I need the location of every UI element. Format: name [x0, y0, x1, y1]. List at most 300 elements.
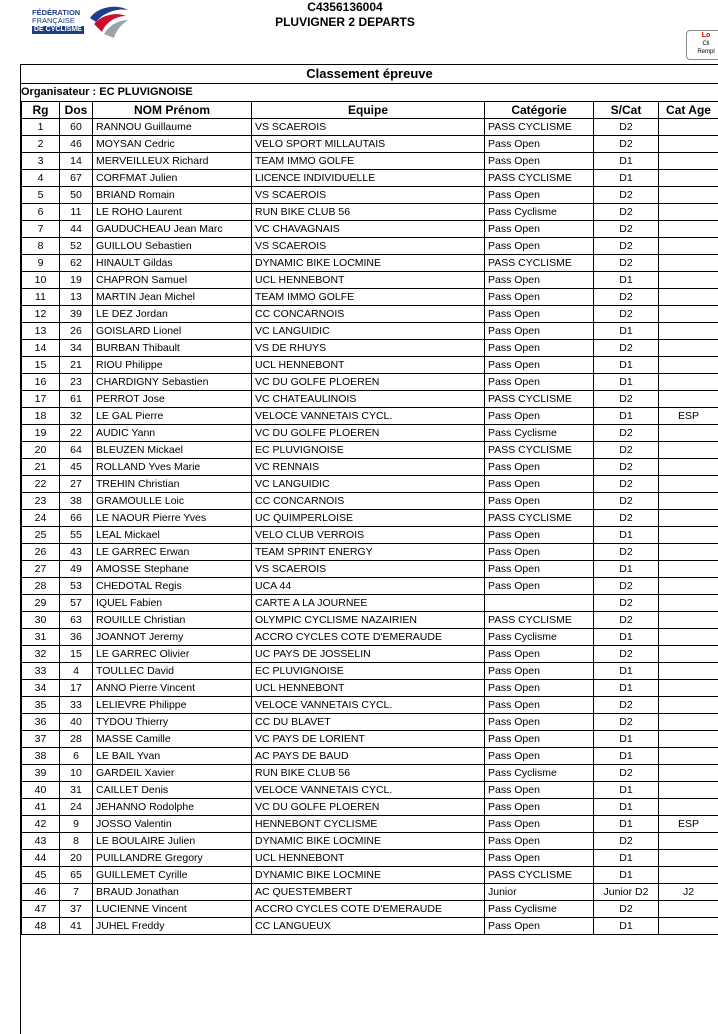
- bib-cell: 14: [60, 153, 93, 170]
- rank-cell: 35: [22, 697, 60, 714]
- category-cell: Pass Open: [485, 493, 594, 510]
- age-category-cell: [659, 544, 718, 561]
- name-cell: MERVEILLEUX Richard: [93, 153, 252, 170]
- rank-cell: 4: [22, 170, 60, 187]
- subcategory-cell: D2: [594, 595, 659, 612]
- age-category-cell: [659, 697, 718, 714]
- category-cell: Pass Open: [485, 323, 594, 340]
- category-cell: Pass Open: [485, 357, 594, 374]
- rank-cell: 1: [22, 119, 60, 136]
- subcategory-cell: D1: [594, 561, 659, 578]
- category-cell: Pass Open: [485, 833, 594, 850]
- bib-cell: 40: [60, 714, 93, 731]
- bib-cell: 52: [60, 238, 93, 255]
- age-category-cell: [659, 527, 718, 544]
- team-cell: DYNAMIC BIKE LOCMINE: [252, 833, 485, 850]
- category-cell: Pass Open: [485, 544, 594, 561]
- category-cell: Pass Open: [485, 578, 594, 595]
- team-cell: VS SCAEROIS: [252, 187, 485, 204]
- age-category-cell: [659, 765, 718, 782]
- table-row: [22, 493, 718, 510]
- subcategory-cell: D2: [594, 187, 659, 204]
- subcategory-cell: Junior D2: [594, 884, 659, 901]
- rank-cell: 48: [22, 918, 60, 935]
- age-category-cell: [659, 595, 718, 612]
- rank-cell: 20: [22, 442, 60, 459]
- rank-cell: 30: [22, 612, 60, 629]
- bib-cell: 31: [60, 782, 93, 799]
- bib-cell: 65: [60, 867, 93, 884]
- age-category-cell: [659, 663, 718, 680]
- bib-cell: 36: [60, 629, 93, 646]
- team-cell: UC PAYS DE JOSSELIN: [252, 646, 485, 663]
- category-cell: Pass Open: [485, 272, 594, 289]
- age-category-cell: [659, 391, 718, 408]
- subcategory-cell: D1: [594, 357, 659, 374]
- category-cell: Pass Open: [485, 187, 594, 204]
- rank-cell: 12: [22, 306, 60, 323]
- table-row: [22, 867, 718, 884]
- rank-cell: 21: [22, 459, 60, 476]
- table-row: [22, 731, 718, 748]
- category-cell: PASS CYCLISME: [485, 612, 594, 629]
- age-category-cell: [659, 459, 718, 476]
- table-row: [22, 136, 718, 153]
- subcategory-cell: D2: [594, 306, 659, 323]
- table-row: [22, 221, 718, 238]
- rank-cell: 28: [22, 578, 60, 595]
- name-cell: ROLLAND Yves Marie: [93, 459, 252, 476]
- team-cell: VC PAYS DE LORIENT: [252, 731, 485, 748]
- table-row: [22, 646, 718, 663]
- bib-cell: 49: [60, 561, 93, 578]
- subcategory-cell: D1: [594, 748, 659, 765]
- age-category-cell: [659, 204, 718, 221]
- rank-cell: 10: [22, 272, 60, 289]
- bib-cell: 7: [60, 884, 93, 901]
- team-cell: CARTE A LA JOURNEE: [252, 595, 485, 612]
- team-cell: EC PLUVIGNOISE: [252, 663, 485, 680]
- section-title: Classement épreuve: [20, 64, 718, 84]
- age-category-cell: [659, 340, 718, 357]
- age-category-cell: [659, 187, 718, 204]
- subcategory-cell: D2: [594, 510, 659, 527]
- subcategory-cell: D1: [594, 731, 659, 748]
- name-cell: LE GARREC Erwan: [93, 544, 252, 561]
- name-cell: AMOSSE Stephane: [93, 561, 252, 578]
- rank-cell: 47: [22, 901, 60, 918]
- subcategory-cell: D1: [594, 153, 659, 170]
- team-cell: OLYMPIC CYCLISME NAZAIRIEN: [252, 612, 485, 629]
- name-cell: BRIAND Romain: [93, 187, 252, 204]
- subcategory-cell: D2: [594, 476, 659, 493]
- age-category-cell: [659, 357, 718, 374]
- name-cell: JEHANNO Rodolphe: [93, 799, 252, 816]
- category-cell: PASS CYCLISME: [485, 255, 594, 272]
- team-cell: VC DU GOLFE PLOEREN: [252, 799, 485, 816]
- subcategory-cell: D2: [594, 136, 659, 153]
- table-row: [22, 476, 718, 493]
- corner-stamp-line-2: Cli: [702, 41, 710, 47]
- subcategory-cell: D2: [594, 833, 659, 850]
- subcategory-cell: D2: [594, 646, 659, 663]
- bib-cell: 26: [60, 323, 93, 340]
- team-cell: VS SCAEROIS: [252, 119, 485, 136]
- name-cell: JOANNOT Jeremy: [93, 629, 252, 646]
- col-age-category-header: Cat Age: [659, 102, 718, 119]
- race-code: C4356136004: [307, 0, 383, 14]
- age-category-cell: [659, 153, 718, 170]
- team-cell: VS SCAEROIS: [252, 561, 485, 578]
- age-category-cell: [659, 374, 718, 391]
- rank-cell: 40: [22, 782, 60, 799]
- team-cell: VC CHAVAGNAIS: [252, 221, 485, 238]
- table-row: [22, 561, 718, 578]
- rank-cell: 44: [22, 850, 60, 867]
- logo-line-3: DE CYCLISME: [34, 26, 82, 33]
- age-category-cell: [659, 170, 718, 187]
- team-cell: VELO CLUB VERROIS: [252, 527, 485, 544]
- subcategory-cell: D1: [594, 867, 659, 884]
- age-category-cell: J2: [659, 884, 718, 901]
- bib-cell: 24: [60, 799, 93, 816]
- subcategory-cell: D2: [594, 442, 659, 459]
- team-cell: ACCRO CYCLES COTE D'EMERAUDE: [252, 629, 485, 646]
- table-row: [22, 272, 718, 289]
- category-cell: Pass Cyclisme: [485, 629, 594, 646]
- team-cell: CC LANGUEUX: [252, 918, 485, 935]
- category-cell: Pass Open: [485, 697, 594, 714]
- bib-cell: 10: [60, 765, 93, 782]
- col-subcategory-header: S/Cat: [594, 102, 659, 119]
- table-row: [22, 901, 718, 918]
- bib-cell: 22: [60, 425, 93, 442]
- age-category-cell: [659, 442, 718, 459]
- table-row: [22, 442, 718, 459]
- team-cell: VC LANGUIDIC: [252, 323, 485, 340]
- name-cell: CAILLET Denis: [93, 782, 252, 799]
- subcategory-cell: D2: [594, 289, 659, 306]
- category-cell: Pass Open: [485, 850, 594, 867]
- table-row: [22, 918, 718, 935]
- category-cell: Pass Open: [485, 136, 594, 153]
- age-category-cell: [659, 425, 718, 442]
- table-row: [22, 459, 718, 476]
- team-cell: AC PAYS DE BAUD: [252, 748, 485, 765]
- team-cell: VC DU GOLFE PLOEREN: [252, 425, 485, 442]
- rank-cell: 8: [22, 238, 60, 255]
- rank-cell: 36: [22, 714, 60, 731]
- team-cell: CC CONCARNOIS: [252, 306, 485, 323]
- age-category-cell: [659, 289, 718, 306]
- category-cell: PASS CYCLISME: [485, 391, 594, 408]
- rank-cell: 45: [22, 867, 60, 884]
- rank-cell: 7: [22, 221, 60, 238]
- category-cell: Pass Cyclisme: [485, 204, 594, 221]
- name-cell: GRAMOULLE Loic: [93, 493, 252, 510]
- rank-cell: 33: [22, 663, 60, 680]
- subcategory-cell: D1: [594, 680, 659, 697]
- col-name-header: NOM Prénom: [93, 102, 252, 119]
- team-cell: HENNEBONT CYCLISME: [252, 816, 485, 833]
- name-cell: LELIEVRE Philippe: [93, 697, 252, 714]
- bib-cell: 19: [60, 272, 93, 289]
- category-cell: Pass Open: [485, 663, 594, 680]
- subcategory-cell: D2: [594, 238, 659, 255]
- name-cell: TYDOU Thierry: [93, 714, 252, 731]
- name-cell: ANNO Pierre Vincent: [93, 680, 252, 697]
- results-table: [21, 101, 718, 935]
- age-category-cell: [659, 782, 718, 799]
- rank-cell: 2: [22, 136, 60, 153]
- name-cell: RANNOU Guillaume: [93, 119, 252, 136]
- rank-cell: 5: [22, 187, 60, 204]
- team-cell: LICENCE INDIVIDUELLE: [252, 170, 485, 187]
- subcategory-cell: D2: [594, 765, 659, 782]
- col-team-header: Equipe: [252, 102, 485, 119]
- team-cell: VC CHATEAULINOIS: [252, 391, 485, 408]
- rank-cell: 26: [22, 544, 60, 561]
- bib-cell: 41: [60, 918, 93, 935]
- corner-stamp-line-1: Lo: [701, 32, 711, 39]
- subcategory-cell: D2: [594, 255, 659, 272]
- table-row: [22, 323, 718, 340]
- team-cell: UCL HENNEBONT: [252, 680, 485, 697]
- subcategory-cell: D2: [594, 578, 659, 595]
- category-cell: Pass Open: [485, 731, 594, 748]
- category-cell: Pass Open: [485, 680, 594, 697]
- col-bib-header: Dos: [60, 102, 93, 119]
- category-cell: PASS CYCLISME: [485, 867, 594, 884]
- subcategory-cell: D1: [594, 272, 659, 289]
- category-cell: Pass Open: [485, 816, 594, 833]
- category-cell: Pass Open: [485, 238, 594, 255]
- bib-cell: 27: [60, 476, 93, 493]
- team-cell: VS SCAEROIS: [252, 238, 485, 255]
- category-cell: Pass Open: [485, 408, 594, 425]
- subcategory-cell: D2: [594, 714, 659, 731]
- bib-cell: 38: [60, 493, 93, 510]
- name-cell: GUILLOU Sebastien: [93, 238, 252, 255]
- age-category-cell: [659, 799, 718, 816]
- rank-cell: 42: [22, 816, 60, 833]
- bib-cell: 63: [60, 612, 93, 629]
- category-cell: PASS CYCLISME: [485, 510, 594, 527]
- table-row: [22, 816, 718, 833]
- rank-cell: 37: [22, 731, 60, 748]
- table-row: [22, 425, 718, 442]
- subcategory-cell: D2: [594, 204, 659, 221]
- age-category-cell: [659, 255, 718, 272]
- subcategory-cell: D1: [594, 850, 659, 867]
- bib-cell: 50: [60, 187, 93, 204]
- category-cell: Pass Open: [485, 374, 594, 391]
- name-cell: AUDIC Yann: [93, 425, 252, 442]
- category-cell: PASS CYCLISME: [485, 170, 594, 187]
- bib-cell: 39: [60, 306, 93, 323]
- table-row: [22, 595, 718, 612]
- team-cell: VS DE RHUYS: [252, 340, 485, 357]
- name-cell: JUHEL Freddy: [93, 918, 252, 935]
- table-row: [22, 306, 718, 323]
- team-cell: UC QUIMPERLOISE: [252, 510, 485, 527]
- category-cell: Pass Cyclisme: [485, 901, 594, 918]
- team-cell: UCL HENNEBONT: [252, 272, 485, 289]
- name-cell: PUILLANDRE Gregory: [93, 850, 252, 867]
- bib-cell: 17: [60, 680, 93, 697]
- table-row: [22, 782, 718, 799]
- team-cell: VC DU GOLFE PLOEREN: [252, 374, 485, 391]
- table-row: [22, 255, 718, 272]
- table-row: [22, 544, 718, 561]
- category-cell: [485, 595, 594, 612]
- rank-cell: 31: [22, 629, 60, 646]
- rank-cell: 38: [22, 748, 60, 765]
- name-cell: TREHIN Christian: [93, 476, 252, 493]
- race-title: PLUVIGNER 2 DEPARTS: [275, 15, 415, 29]
- table-row: [22, 170, 718, 187]
- rank-cell: 23: [22, 493, 60, 510]
- bib-cell: 66: [60, 510, 93, 527]
- table-row: [22, 697, 718, 714]
- bib-cell: 67: [60, 170, 93, 187]
- category-cell: Pass Open: [485, 646, 594, 663]
- name-cell: PERROT Jose: [93, 391, 252, 408]
- table-row: [22, 799, 718, 816]
- category-cell: Pass Open: [485, 153, 594, 170]
- subcategory-cell: D1: [594, 816, 659, 833]
- subcategory-cell: D1: [594, 374, 659, 391]
- ffc-logo: [30, 2, 130, 40]
- team-cell: ACCRO CYCLES COTE D'EMERAUDE: [252, 901, 485, 918]
- table-row: [22, 408, 718, 425]
- subcategory-cell: D1: [594, 629, 659, 646]
- table-row: [22, 612, 718, 629]
- rank-cell: 34: [22, 680, 60, 697]
- subcategory-cell: D1: [594, 323, 659, 340]
- age-category-cell: [659, 833, 718, 850]
- bib-cell: 21: [60, 357, 93, 374]
- rank-cell: 18: [22, 408, 60, 425]
- rank-cell: 43: [22, 833, 60, 850]
- subcategory-cell: D1: [594, 408, 659, 425]
- age-category-cell: [659, 578, 718, 595]
- table-row: [22, 527, 718, 544]
- table-row: [22, 187, 718, 204]
- bib-cell: 9: [60, 816, 93, 833]
- age-category-cell: [659, 306, 718, 323]
- bib-cell: 6: [60, 748, 93, 765]
- subcategory-cell: D2: [594, 612, 659, 629]
- name-cell: LE BAIL Yvan: [93, 748, 252, 765]
- name-cell: BLEUZEN Mickael: [93, 442, 252, 459]
- name-cell: LE ROHO Laurent: [93, 204, 252, 221]
- team-cell: TEAM IMMO GOLFE: [252, 289, 485, 306]
- bib-cell: 28: [60, 731, 93, 748]
- team-cell: VELOCE VANNETAIS CYCL.: [252, 782, 485, 799]
- rank-cell: 13: [22, 323, 60, 340]
- team-cell: VC LANGUIDIC: [252, 476, 485, 493]
- bib-cell: 45: [60, 459, 93, 476]
- name-cell: LE DEZ Jordan: [93, 306, 252, 323]
- name-cell: GOISLARD Lionel: [93, 323, 252, 340]
- name-cell: LUCIENNE Vincent: [93, 901, 252, 918]
- age-category-cell: [659, 612, 718, 629]
- age-category-cell: [659, 850, 718, 867]
- table-row: [22, 289, 718, 306]
- bib-cell: 13: [60, 289, 93, 306]
- name-cell: CORFMAT Julien: [93, 170, 252, 187]
- subcategory-cell: D2: [594, 493, 659, 510]
- subcategory-cell: D2: [594, 119, 659, 136]
- table-row: [22, 714, 718, 731]
- category-cell: Pass Open: [485, 918, 594, 935]
- table-row: [22, 833, 718, 850]
- team-cell: VELOCE VANNETAIS CYCL.: [252, 697, 485, 714]
- subcategory-cell: D2: [594, 221, 659, 238]
- bib-cell: 57: [60, 595, 93, 612]
- age-category-cell: [659, 680, 718, 697]
- bib-cell: 64: [60, 442, 93, 459]
- rank-cell: 41: [22, 799, 60, 816]
- age-category-cell: [659, 119, 718, 136]
- age-category-cell: [659, 714, 718, 731]
- name-cell: LEAL Mickael: [93, 527, 252, 544]
- subcategory-cell: D1: [594, 527, 659, 544]
- subcategory-cell: D2: [594, 391, 659, 408]
- team-cell: VELO SPORT MILLAUTAIS: [252, 136, 485, 153]
- category-cell: Pass Open: [485, 799, 594, 816]
- name-cell: CHARDIGNY Sebastien: [93, 374, 252, 391]
- age-category-cell: [659, 221, 718, 238]
- name-cell: CHEDOTAL Regis: [93, 578, 252, 595]
- table-row: [22, 680, 718, 697]
- rank-cell: 11: [22, 289, 60, 306]
- team-cell: UCL HENNEBONT: [252, 357, 485, 374]
- bib-cell: 34: [60, 340, 93, 357]
- corner-stamp-line-3: Rempl: [697, 49, 715, 55]
- team-cell: DYNAMIC BIKE LOCMINE: [252, 255, 485, 272]
- subcategory-cell: D1: [594, 663, 659, 680]
- rank-cell: 19: [22, 425, 60, 442]
- rank-cell: 15: [22, 357, 60, 374]
- name-cell: ROUILLE Christian: [93, 612, 252, 629]
- name-cell: RIOU Philippe: [93, 357, 252, 374]
- bib-cell: 44: [60, 221, 93, 238]
- subcategory-cell: D2: [594, 340, 659, 357]
- rank-cell: 46: [22, 884, 60, 901]
- rank-cell: 3: [22, 153, 60, 170]
- category-cell: Pass Open: [485, 221, 594, 238]
- age-category-cell: [659, 646, 718, 663]
- age-category-cell: [659, 238, 718, 255]
- subcategory-cell: D2: [594, 697, 659, 714]
- category-cell: Pass Open: [485, 340, 594, 357]
- name-cell: BURBAN Thibault: [93, 340, 252, 357]
- rank-cell: 27: [22, 561, 60, 578]
- col-rank-header: Rg: [22, 102, 60, 119]
- bib-cell: 43: [60, 544, 93, 561]
- bib-cell: 46: [60, 136, 93, 153]
- category-cell: Pass Open: [485, 561, 594, 578]
- category-cell: Pass Open: [485, 714, 594, 731]
- table-row: [22, 578, 718, 595]
- age-category-cell: [659, 136, 718, 153]
- subcategory-cell: D1: [594, 799, 659, 816]
- bib-cell: 37: [60, 901, 93, 918]
- age-category-cell: [659, 272, 718, 289]
- rank-cell: 22: [22, 476, 60, 493]
